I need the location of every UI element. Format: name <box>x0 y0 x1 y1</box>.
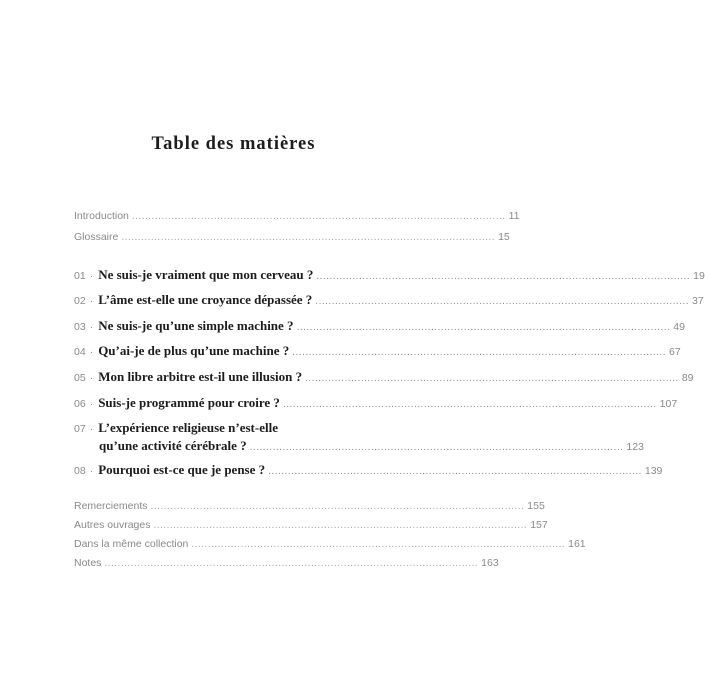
chapter-title-line1: L’expérience religieuse n’est-elle <box>98 420 278 435</box>
dot-leader: .................................................................................................................. <box>104 558 479 569</box>
toc-chapter-03[interactable] <box>74 318 685 338</box>
toc-page-number: 157 <box>530 519 548 531</box>
chapter-number: 02 <box>74 295 86 307</box>
toc-page-number: 15 <box>498 231 510 243</box>
toc-entry-label: Dans la même collection <box>74 538 189 550</box>
separator: · <box>89 346 94 358</box>
chapter-title: Pourquoi est-ce que je pense ? <box>98 462 266 477</box>
dot-leader: .................................................................................................................. <box>282 399 657 410</box>
separator: · <box>89 423 94 435</box>
toc-page-number: 161 <box>568 538 586 550</box>
dot-leader: .................................................................................................................. <box>150 501 525 512</box>
toc-entry-label: Notes <box>74 557 102 569</box>
toc-entry-label: Introduction <box>74 210 129 222</box>
chapter-number: 04 <box>74 346 86 358</box>
separator: · <box>89 398 94 410</box>
toc-entry-label: Remerciements <box>74 500 148 512</box>
chapter-title: Suis-je programmé pour croire ? <box>98 395 280 410</box>
chapter-title: Ne suis-je vraiment que mon cerveau ? <box>98 267 314 282</box>
page-title: Table des matières <box>151 134 316 154</box>
toc-chapter-02[interactable] <box>74 292 704 312</box>
toc-chapter-07[interactable] <box>74 420 644 456</box>
dot-leader: .................................................................................................................. <box>292 347 666 358</box>
toc-page-number: 123 <box>626 441 644 453</box>
toc-chapter-05[interactable] <box>74 369 694 389</box>
toc-chapter-04[interactable] <box>74 343 681 363</box>
toc-entry-label: Autres ouvrages <box>74 519 151 531</box>
dot-leader: .................................................................................................................. <box>305 373 679 384</box>
dot-leader: .................................................................................................................. <box>191 539 566 550</box>
toc-chapter-01[interactable] <box>74 267 705 287</box>
toc-page-number: 11 <box>508 210 520 222</box>
toc-page-number: 89 <box>681 372 694 384</box>
separator: · <box>89 295 94 307</box>
toc-entry-label: Glossaire <box>74 231 119 243</box>
toc-entry-introduction[interactable] <box>74 208 520 228</box>
toc-page-number: 163 <box>481 557 499 569</box>
chapter-number: 05 <box>74 372 86 384</box>
toc-page-number: 37 <box>692 295 704 307</box>
separator: · <box>89 465 94 477</box>
separator: · <box>89 372 94 384</box>
toc-page-number: 49 <box>673 321 685 333</box>
dot-leader: .................................................................................................................. <box>315 296 690 307</box>
chapter-title: L’âme est-elle une croyance dépassée ? <box>98 292 313 307</box>
chapter-number: 03 <box>74 321 86 333</box>
chapter-title-line2: qu’une activité cérébrale ? <box>99 438 247 453</box>
chapter-title: Qu’ai-je de plus qu’une machine ? <box>98 343 290 358</box>
dot-leader: .................................................................................................................. <box>121 232 496 243</box>
chapter-number: 06 <box>74 398 86 410</box>
chapter-number: 01 <box>74 270 86 282</box>
chapter-title: Mon libre arbitre est-il une illusion ? <box>98 369 303 384</box>
dot-leader: .................................................................................................................. <box>268 466 642 477</box>
toc-page-number: 107 <box>659 398 678 410</box>
toc-chapter-06[interactable] <box>74 395 678 415</box>
chapter-number: 07 <box>74 423 86 435</box>
toc-entry-autres-ouvrages[interactable] <box>74 517 548 537</box>
toc-page-number: 67 <box>668 346 681 358</box>
dot-leader: .................................................................................................................. <box>153 520 528 531</box>
toc-page-number: 139 <box>644 465 663 477</box>
separator: · <box>89 321 94 333</box>
toc-page-number: 155 <box>527 500 545 512</box>
chapter-number: 08 <box>74 465 86 477</box>
toc-chapter-08[interactable] <box>74 462 663 482</box>
toc-entry-remerciements[interactable] <box>74 498 545 518</box>
toc-page-number: 19 <box>693 270 705 282</box>
separator: · <box>89 270 94 282</box>
dot-leader: .................................................................................................................. <box>131 211 506 222</box>
dot-leader: .................................................................................................................. <box>249 442 624 453</box>
toc-entry-glossaire[interactable] <box>74 229 510 249</box>
toc-entry-notes[interactable] <box>74 555 499 575</box>
dot-leader: .................................................................................................................. <box>316 271 691 282</box>
toc-entry-collection[interactable] <box>74 536 586 556</box>
dot-leader: .................................................................................................................. <box>296 322 671 333</box>
chapter-title: Ne suis-je qu’une simple machine ? <box>98 318 294 333</box>
